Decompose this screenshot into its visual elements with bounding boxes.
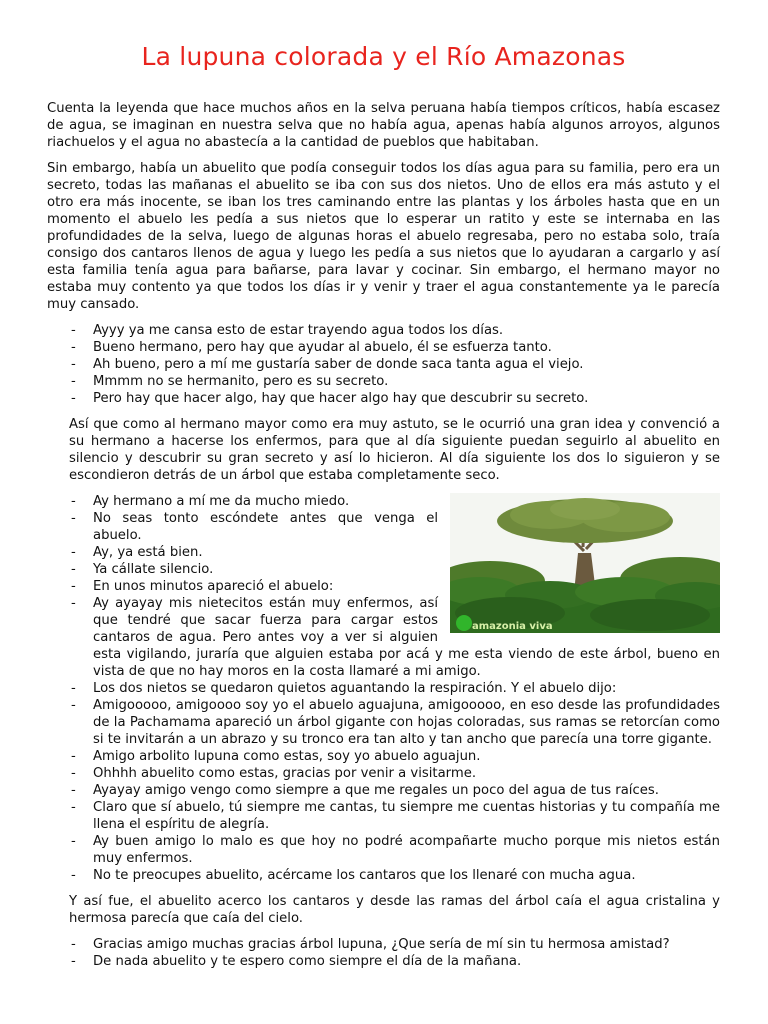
dialog-list	[47, 322, 720, 407]
dialog-line: - No seas tonto escóndete antes que venga el abuelo.	[47, 510, 720, 544]
dialog-line: - Ah bueno, pero a mí me gustaría saber de donde saca tanta agua el viejo.	[47, 356, 720, 373]
dialog-line: - Ay hermano a mí me da mucho miedo.	[47, 493, 720, 510]
dialog-line: - Ya cállate silencio.	[47, 561, 720, 578]
dialog-line: - En unos minutos apareció el abuelo:	[47, 578, 720, 595]
dialog-list	[47, 936, 720, 970]
paragraph: Cuenta la leyenda que hace muchos años en la selva peruana había tiempos críticos, había escasez de agua, se imaginan en nuestra selva que no había agua, apenas había algunos arroyos, algunos riachuelos y el agua no abastecía a la cantidad de pueblos que habitaban.	[47, 101, 720, 150]
paragraph: Y así fue, el abuelito acerco los cantaros y desde las ramas del árbol caía el agua cristalina y hermosa parecía que caía del cielo.	[69, 894, 720, 926]
dialog-line: - Ayyy ya me cansa esto de estar trayendo agua todos los días.	[47, 322, 720, 339]
dialog-line: - Claro que sí abuelo, tú siempre me cantas, tu siempre me cuentas historias y tu compañía me llena el espíritu de alegría.	[47, 799, 720, 833]
watermark-text: amazonia viva	[472, 621, 553, 632]
paragraph: Así que como al hermano mayor como era muy astuto, se le ocurrió una gran idea y convenció a su hermano a hacerse los enfermos, para que al día siguiente puedan seguirlo al abuelito en silencio y descubrir su gran secreto y así lo hicieron. Al día siguiente los dos lo siguieron y se escondieron detrás de un árbol que estaba completamente seco.	[69, 417, 720, 483]
dialog-line: - Ay buen amigo lo malo es que hoy no podré acompañarte mucho porque mis nietos están muy enfermos.	[47, 833, 720, 867]
dialog-line: - No te preocupes abuelito, acércame los cantaros que los llenaré con mucha agua.	[47, 867, 720, 884]
dialog-line: - Ay, ya está bien.	[47, 544, 720, 561]
dialog-line: - Mmmm no se hermanito, pero es su secreto.	[47, 373, 720, 390]
dialog-line: - Ayayay amigo vengo como siempre a que me regales un poco del agua de tus raíces.	[47, 782, 720, 799]
dialog-list	[47, 493, 720, 884]
document-title: La lupuna colorada y el Río Amazonas	[141, 42, 626, 71]
dialog-line: - De nada abuelito y te espero como siempre el día de la mañana.	[47, 953, 720, 970]
dialog-line: - Ohhhh abuelito como estas, gracias por venir a visitarme.	[47, 765, 720, 782]
dialog-line: - Ay ayayay mis nietecitos están muy enfermos, así que tendré que sacar fuerza para cargar estos cantaros de agua. Pero antes voy a ver si alguien esta vigilando, juraría que alguien estaba por acá y me esta viendo de este árbol, bueno en vista de que no hay moros en la costa llamaré a mi amigo.	[47, 595, 720, 680]
paragraph: Sin embargo, había un abuelito que podía conseguir todos los días agua para su familia, pero era un secreto, todas las mañanas el abuelito se iba con sus dos nietos. Uno de ellos era más astuto y el otro era más inocente, se iban los tres caminando entre las plantas y los árboles hasta que en un momento el abuelo les pedía a sus nietos que lo esperar un ratito y este se internaba en las profundidades de la selva, luego de algunas horas el abuelo regresaba, pero no estaba solo, traía consigo dos cantaros llenos de agua y luego les pedía a sus nietos que lo ayudaran a cargarlo y así esta familia tenía agua para bañarse, para lavar y cocinar. Sin embargo, el hermano mayor no estaba muy contento ya que todos los días ir y venir y traer el agua constantemente ya le parecía muy cansado.	[47, 161, 720, 312]
dialog-line: - Amigo arbolito lupuna como estas, soy yo abuelo aguajun.	[47, 748, 720, 765]
document-page	[47, 40, 720, 979]
dialog-line: - Bueno hermano, pero hay que ayudar al abuelo, él se esfuerza tanto.	[47, 339, 720, 356]
dialog-line: - Gracias amigo muchas gracias árbol lupuna, ¿Que sería de mí sin tu hermosa amistad?	[47, 936, 720, 953]
dialog-line: - Los dos nietos se quedaron quietos aguantando la respiración. Y el abuelo dijo:	[47, 680, 720, 697]
dialog-line: - Pero hay que hacer algo, hay que hacer algo hay que descubrir su secreto.	[47, 390, 720, 407]
dialog-line: - Amigooooo, amigoooo soy yo el abuelo aguajuna, amigooooo, en eso desde las profundidades de la Pachamama apareció un árbol gigante con hojas coloradas, sus ramas se retorcían como si te invitarán a un abrazo y su tronco era tan alto y tan ancho que parecía una torre gigante.	[47, 697, 720, 748]
